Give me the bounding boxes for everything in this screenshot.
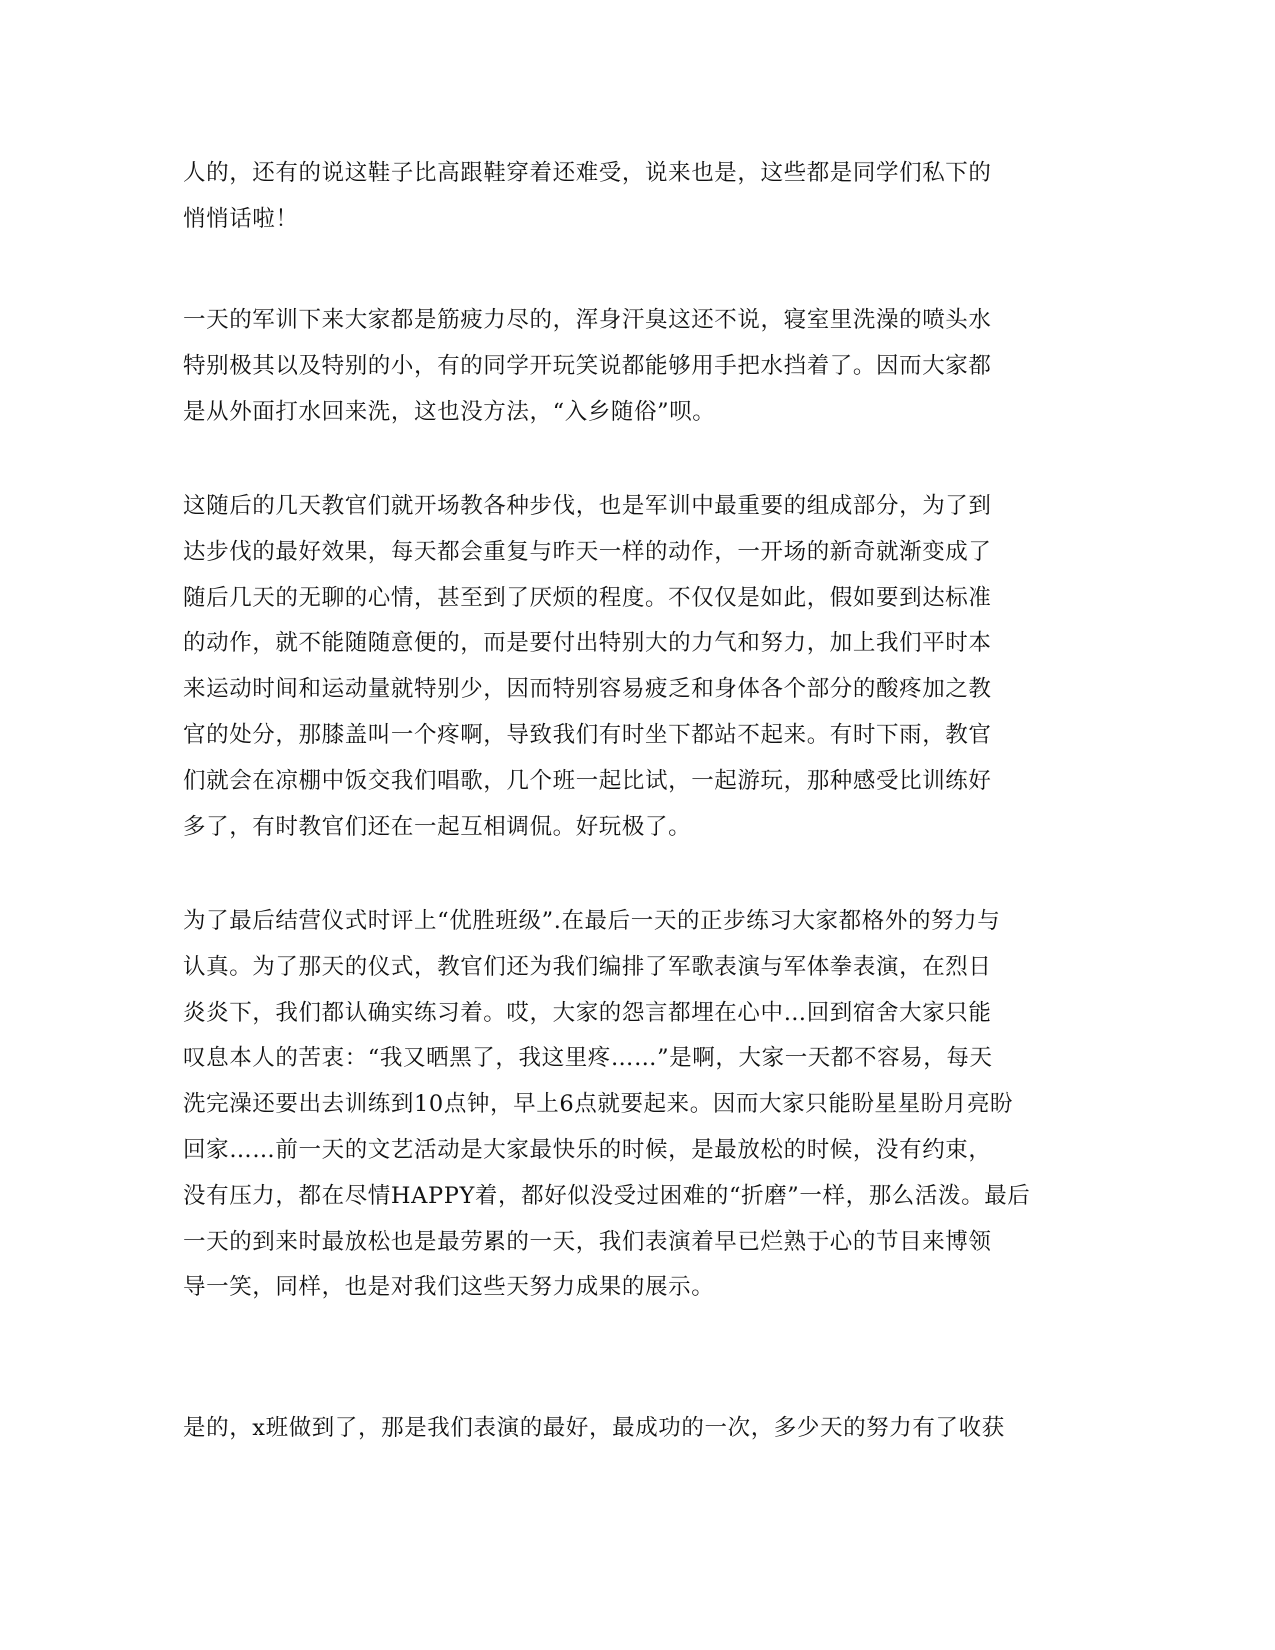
text-line: 这随后的几天教官们就开场教各种步伐，也是军训中最重要的组成部分，为了到	[183, 493, 992, 519]
text-line: 叹息本人的苦衷：“我又晒黑了，我这里疼……”是啊，大家一天都不容易，每天	[183, 1045, 993, 1072]
text-line: 官的处分，那膝盖叫一个疼啊，导致我们有时坐下都站不起来。有时下雨，教官	[183, 721, 992, 748]
paragraph	[183, 484, 1043, 850]
text-line: 达步伐的最好效果，每天都会重复与昨天一样的动作，一开场的新奇就渐变成了	[183, 538, 992, 565]
text-line: 是从外面打水回来洗，这也没方法，“入乡随俗”呗。	[183, 398, 716, 425]
text-line: 炎炎下，我们都认确实练习着。哎，大家的怨言都埋在心中…回到宿舍大家只能	[183, 999, 992, 1026]
text-line: 人的，还有的说这鞋子比高跟鞋穿着还难受，说来也是，这些都是同学们私下的	[183, 160, 992, 186]
text-line: 的动作，就不能随随意便的，而是要付出特别大的力气和努力，加上我们平时本	[183, 630, 992, 657]
text-line: 认真。为了那天的仪式，教官们还为我们编排了军歌表演与军体拳表演，在烈日	[183, 953, 992, 980]
text-line: 多了，有时教官们还在一起互相调侃。好玩极了。	[183, 813, 692, 840]
text-line: 导一笑，同样，也是对我们这些天努力成果的展示。	[183, 1274, 715, 1301]
text-line: 一天的军训下来大家都是筋疲力尽的，浑身汗臭这还不说，寝室里洗澡的喷头水	[183, 307, 992, 333]
paragraph	[183, 1406, 1043, 1452]
text-line: 是的，x班做到了，那是我们表演的最好，最成功的一次，多少天的努力有了收获	[183, 1415, 1005, 1441]
text-line: 特别极其以及特别的小，有的同学开玩笑说都能够用手把水挡着了。因而大家都	[183, 352, 992, 379]
paragraph	[183, 298, 1043, 435]
text-line: 没有压力，都在尽情HAPPY着，都好似没受过困难的“折磨”一样，那么活泼。最后	[183, 1182, 1031, 1209]
text-line: 一天的到来时最放松也是最劳累的一天，我们表演着早已烂熟于心的节目来博领	[183, 1228, 992, 1255]
text-line: 为了最后结营仪式时评上“优胜班级”.在最后一天的正步练习大家都格外的努力与	[183, 908, 1001, 934]
text-line: 们就会在凉棚中饭交我们唱歌，几个班一起比试，一起游玩，那种感受比训练好	[183, 767, 992, 794]
text-line: 悄悄话啦！	[183, 205, 299, 232]
paragraph	[183, 151, 1043, 243]
paragraph	[183, 899, 1043, 1311]
text-line: 洗完澡还要出去训练到10点钟，早上6点就要起来。因而大家只能盼星星盼月亮盼	[183, 1091, 1014, 1118]
text-line: 回家……前一天的文艺活动是大家最快乐的时候，是最放松的时候，没有约束，	[183, 1136, 992, 1163]
text-line: 随后几天的无聊的心情，甚至到了厌烦的程度。不仅仅是如此，假如要到达标准	[183, 584, 992, 611]
text-line: 来运动时间和运动量就特别少，因而特别容易疲乏和身体各个部分的酸疼加之教	[183, 676, 992, 703]
